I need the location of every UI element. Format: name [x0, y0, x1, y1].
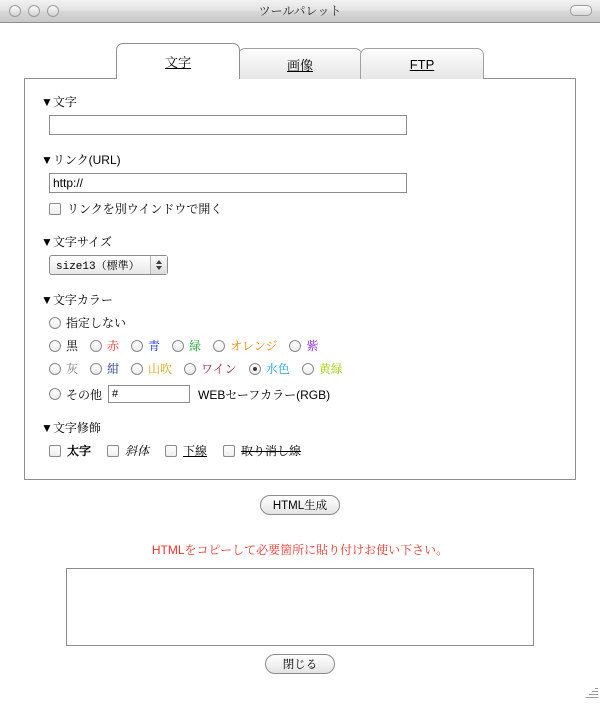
radio-icon[interactable]	[131, 340, 143, 352]
radio-icon[interactable]	[213, 340, 225, 352]
text-input[interactable]	[49, 115, 407, 135]
color-row-other	[49, 385, 559, 403]
radio-icon[interactable]	[49, 363, 61, 375]
color-option-label: 青	[148, 339, 161, 353]
resize-grip-icon[interactable]	[585, 686, 598, 699]
color-option-green[interactable]	[172, 337, 207, 354]
color-option-label: ワイン	[201, 362, 237, 376]
color-row-2	[49, 360, 559, 377]
zoom-window-icon[interactable]	[47, 5, 59, 17]
font-size-group	[41, 233, 559, 275]
tab-image-label: 画像	[286, 57, 313, 73]
color-option-lightblue[interactable]	[249, 360, 296, 377]
checkbox-icon[interactable]	[223, 445, 235, 457]
color-option-label: 黒	[66, 339, 79, 353]
link-group	[41, 151, 559, 217]
color-option-red[interactable]	[90, 337, 125, 354]
radio-icon[interactable]	[172, 340, 184, 352]
font-size-selected-value: size13（標準）	[56, 261, 140, 273]
color-option-yamabuki[interactable]	[131, 360, 178, 377]
color-option-label: 水色	[265, 362, 290, 376]
color-option-orange[interactable]	[213, 337, 283, 354]
color-option-black[interactable]	[49, 337, 84, 354]
radio-icon[interactable]	[184, 363, 196, 375]
radio-icon[interactable]	[302, 363, 314, 375]
checkbox-icon[interactable]	[49, 203, 61, 215]
color-option-yellowgreen[interactable]	[302, 360, 349, 377]
color-option-purple[interactable]	[289, 337, 324, 354]
color-option-none[interactable]	[49, 314, 132, 331]
close-button[interactable]: 閉じる	[265, 654, 335, 674]
window-controls[interactable]	[9, 5, 59, 17]
tab-ftp[interactable]	[360, 48, 484, 79]
generate-button-row	[0, 495, 600, 515]
color-row-none	[49, 314, 559, 331]
close-window-icon[interactable]	[9, 5, 21, 17]
link-newwindow-row[interactable]	[49, 200, 559, 217]
font-color-title: ▼文字カラー	[41, 293, 113, 307]
decoration-bold-label: 太字	[67, 444, 92, 458]
custom-color-input[interactable]	[108, 385, 190, 403]
radio-icon[interactable]	[49, 317, 61, 329]
radio-icon[interactable]	[90, 363, 102, 375]
decoration-group	[41, 419, 559, 459]
tab-image[interactable]	[238, 48, 362, 79]
decoration-underline[interactable]	[165, 442, 207, 459]
color-option-label: 指定しない	[66, 316, 127, 330]
websafe-color-label: WEBセーフカラー(RGB)	[198, 387, 331, 402]
font-color-group	[41, 291, 559, 403]
decoration-italic-label: 斜体	[125, 444, 150, 458]
link-group-title: ▼リンク(URL)	[41, 153, 121, 167]
radio-icon[interactable]	[249, 363, 261, 375]
stepper-arrows-icon[interactable]	[150, 256, 167, 274]
generated-html-output[interactable]	[66, 568, 534, 646]
decoration-underline-label: 下線	[183, 444, 208, 458]
close-button-row	[0, 654, 600, 674]
decoration-bold[interactable]	[49, 442, 91, 459]
checkbox-icon[interactable]	[165, 445, 177, 457]
radio-icon[interactable]	[131, 363, 143, 375]
color-row-1	[49, 337, 559, 354]
text-group	[41, 93, 559, 135]
link-url-input[interactable]	[49, 173, 407, 193]
font-size-title: ▼文字サイズ	[41, 235, 112, 249]
minimize-window-icon[interactable]	[28, 5, 40, 17]
checkbox-icon[interactable]	[107, 445, 119, 457]
decoration-italic[interactable]	[107, 442, 149, 459]
toolbar-toggle-icon[interactable]	[570, 5, 592, 16]
window-titlebar[interactable]	[0, 0, 600, 23]
tab-bar	[0, 39, 600, 79]
color-option-label: 山吹	[148, 362, 173, 376]
color-option-wine[interactable]	[184, 360, 243, 377]
radio-icon[interactable]	[289, 340, 301, 352]
text-tab-panel	[24, 78, 576, 480]
decoration-strike-label: 取り消し線	[241, 444, 302, 458]
window-title: ツールパレット	[258, 4, 342, 18]
radio-icon[interactable]	[49, 388, 61, 400]
color-option-label: 紺	[107, 362, 120, 376]
copy-notice: HTMLをコピーして必要箇所に貼り付けお使い下さい。	[151, 543, 449, 557]
tab-text-label: 文字	[164, 55, 191, 70]
font-size-select[interactable]	[49, 255, 168, 275]
generate-html-button[interactable]: HTML生成	[260, 495, 340, 515]
radio-icon[interactable]	[49, 340, 61, 352]
color-option-navy[interactable]	[90, 360, 125, 377]
color-option-label: 赤	[107, 339, 120, 353]
color-option-label: 灰	[66, 362, 79, 376]
color-option-label: 紫	[306, 339, 319, 353]
output-area-wrap	[0, 568, 600, 646]
color-option-gray[interactable]	[49, 360, 84, 377]
tab-ftp-label: FTP	[409, 56, 435, 72]
color-option-label: 緑	[189, 339, 202, 353]
tab-text[interactable]	[116, 43, 240, 79]
decoration-strike[interactable]	[223, 442, 301, 459]
color-option-other-label: その他	[66, 387, 103, 402]
decoration-title: ▼文字修飾	[41, 421, 101, 435]
checkbox-icon[interactable]	[49, 445, 61, 457]
color-option-label: 黄緑	[318, 362, 343, 376]
window-content	[0, 39, 600, 718]
link-newwindow-label: リンクを別ウインドウで開く	[67, 202, 223, 216]
decoration-options	[49, 442, 559, 459]
color-option-blue[interactable]	[131, 337, 166, 354]
color-option-label: オレンジ	[230, 339, 278, 353]
radio-icon[interactable]	[90, 340, 102, 352]
text-group-title: ▼文字	[41, 95, 77, 109]
